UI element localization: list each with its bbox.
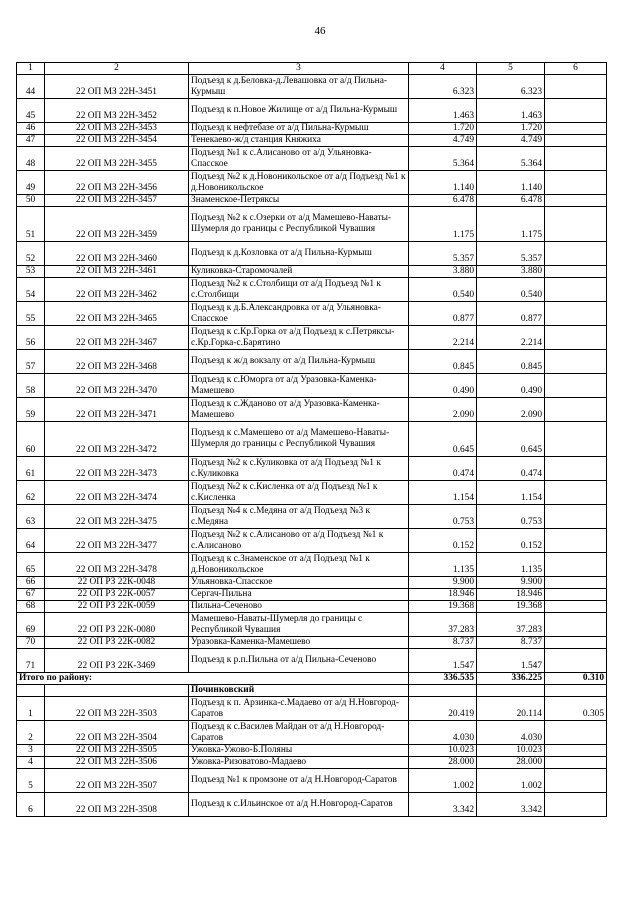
length-total: 0.490 bbox=[409, 374, 477, 398]
road-code: 22 ОП МЗ 22Н-3473 bbox=[45, 457, 189, 481]
length-col5: 1.547 bbox=[477, 649, 545, 673]
length-col5: 5.357 bbox=[477, 242, 545, 266]
road-name: Подъезд к р.п.Пильна от а/д Пильна-Сеченово bbox=[189, 649, 409, 673]
length-total: 0.474 bbox=[409, 457, 477, 481]
row-number: 68 bbox=[17, 601, 45, 613]
table-row bbox=[17, 350, 607, 374]
road-code: 22 ОП МЗ 22Н-3475 bbox=[45, 505, 189, 529]
length-col6 bbox=[545, 242, 607, 266]
road-code: 22 ОП МЗ 22Н-3472 bbox=[45, 422, 189, 457]
table-row bbox=[17, 529, 607, 553]
road-name: Подъезд №2 к с.Куликовка от а/д Подъезд №1 к с.Куликовка bbox=[189, 457, 409, 481]
road-name: Подъезд №1 к промзоне от а/д Н.Новгород-Саратов bbox=[189, 769, 409, 793]
table-row bbox=[17, 242, 607, 266]
length-total: 8.737 bbox=[409, 637, 477, 649]
road-name: Подъезд №1 к с.Алисаново от а/д Ульяновка-Спасское bbox=[189, 147, 409, 171]
road-name: Тенекаево-ж/д станция Княжиха bbox=[189, 135, 409, 147]
length-col5: 1.154 bbox=[477, 481, 545, 505]
road-code: 22 ОП РЗ 22К-0057 bbox=[45, 589, 189, 601]
road-code: 22 ОП МЗ 22Н-3478 bbox=[45, 553, 189, 577]
empty-cell bbox=[545, 685, 607, 697]
road-name: Ужовка-Ризоватово-Мадаево bbox=[189, 757, 409, 769]
length-col6 bbox=[545, 613, 607, 637]
road-code: 22 ОП РЗ 22К-0059 bbox=[45, 601, 189, 613]
road-code: 22 ОП МЗ 22Н-3477 bbox=[45, 529, 189, 553]
road-code: 22 ОП РЗ 22К-3469 bbox=[45, 649, 189, 673]
header-cell: 5 bbox=[477, 63, 545, 75]
length-col5: 4.749 bbox=[477, 135, 545, 147]
length-col6 bbox=[545, 207, 607, 242]
road-name: Ужовка-Ужово-Б.Поляны bbox=[189, 745, 409, 757]
road-name: Подъезд к нефтебазе от а/д Пильна-Курмыш bbox=[189, 123, 409, 135]
length-col6 bbox=[545, 769, 607, 793]
table-row bbox=[17, 99, 607, 123]
road-name: Подъезд к п.Новое Жилище от а/д Пильна-Курмыш bbox=[189, 99, 409, 123]
length-total: 1.720 bbox=[409, 123, 477, 135]
length-total: 2.214 bbox=[409, 326, 477, 350]
road-name: Сергач-Пильна bbox=[189, 589, 409, 601]
length-col5: 1.002 bbox=[477, 769, 545, 793]
empty-cell bbox=[45, 685, 189, 697]
length-total: 1.135 bbox=[409, 553, 477, 577]
total-label: Итого по району: bbox=[17, 673, 409, 685]
table-row bbox=[17, 457, 607, 481]
table-row bbox=[17, 195, 607, 207]
road-name: Подъезд к с.Знаменское от а/д Подъезд №1 к д.Новоникольское bbox=[189, 553, 409, 577]
length-col5: 0.152 bbox=[477, 529, 545, 553]
length-col6 bbox=[545, 147, 607, 171]
length-col5: 0.845 bbox=[477, 350, 545, 374]
road-code: 22 ОП МЗ 22Н-3455 bbox=[45, 147, 189, 171]
table-row bbox=[17, 147, 607, 171]
road-code: 22 ОП МЗ 22Н-3460 bbox=[45, 242, 189, 266]
table-row bbox=[17, 721, 607, 745]
length-col5: 0.877 bbox=[477, 302, 545, 326]
table-row bbox=[17, 135, 607, 147]
row-number: 49 bbox=[17, 171, 45, 195]
length-col5: 4.030 bbox=[477, 721, 545, 745]
road-code: 22 ОП МЗ 22Н-3471 bbox=[45, 398, 189, 422]
table-row bbox=[17, 302, 607, 326]
length-col5: 2.090 bbox=[477, 398, 545, 422]
district-row bbox=[17, 685, 607, 697]
length-col6 bbox=[545, 505, 607, 529]
row-number: 1 bbox=[17, 697, 45, 721]
row-number: 59 bbox=[17, 398, 45, 422]
length-col6 bbox=[545, 793, 607, 817]
length-total: 1.175 bbox=[409, 207, 477, 242]
road-name: Подъезд к д.Козловка от а/д Пильна-Курмыш bbox=[189, 242, 409, 266]
length-total: 1.547 bbox=[409, 649, 477, 673]
length-col5: 0.474 bbox=[477, 457, 545, 481]
road-code: 22 ОП МЗ 22Н-3508 bbox=[45, 793, 189, 817]
row-number: 50 bbox=[17, 195, 45, 207]
road-name: Уразовка-Каменка-Мамешево bbox=[189, 637, 409, 649]
header-cell: 6 bbox=[545, 63, 607, 75]
table-row bbox=[17, 577, 607, 589]
total-col6: 0.310 bbox=[545, 673, 607, 685]
roads-table bbox=[16, 62, 607, 817]
total-row bbox=[17, 673, 607, 685]
row-number: 47 bbox=[17, 135, 45, 147]
length-col6 bbox=[545, 195, 607, 207]
length-total: 1.002 bbox=[409, 769, 477, 793]
road-name: Подъезд к с.Юморга от а/д Уразовка-Каменка-Мамешево bbox=[189, 374, 409, 398]
length-total: 0.845 bbox=[409, 350, 477, 374]
length-total: 19.368 bbox=[409, 601, 477, 613]
table-row bbox=[17, 278, 607, 302]
table-row bbox=[17, 697, 607, 721]
road-name: Ульяновка-Спасское bbox=[189, 577, 409, 589]
table-row bbox=[17, 613, 607, 637]
road-code: 22 ОП МЗ 22Н-3507 bbox=[45, 769, 189, 793]
road-name: Куликовка-Старомочалей bbox=[189, 266, 409, 278]
road-code: 22 ОП МЗ 22Н-3467 bbox=[45, 326, 189, 350]
row-number: 46 bbox=[17, 123, 45, 135]
table-row bbox=[17, 745, 607, 757]
row-number: 69 bbox=[17, 613, 45, 637]
length-col5: 1.720 bbox=[477, 123, 545, 135]
length-total: 4.749 bbox=[409, 135, 477, 147]
table-row bbox=[17, 589, 607, 601]
length-col6 bbox=[545, 398, 607, 422]
length-total: 9.900 bbox=[409, 577, 477, 589]
length-col5: 0.490 bbox=[477, 374, 545, 398]
road-code: 22 ОП МЗ 22Н-3465 bbox=[45, 302, 189, 326]
length-col6 bbox=[545, 135, 607, 147]
length-total: 3.880 bbox=[409, 266, 477, 278]
length-col6 bbox=[545, 757, 607, 769]
road-code: 22 ОП МЗ 22Н-3454 bbox=[45, 135, 189, 147]
table-row bbox=[17, 505, 607, 529]
total-col4: 336.535 bbox=[409, 673, 477, 685]
row-number: 3 bbox=[17, 745, 45, 757]
length-col5: 28.000 bbox=[477, 757, 545, 769]
length-col5: 0.645 bbox=[477, 422, 545, 457]
road-name: Знаменское-Петряксы bbox=[189, 195, 409, 207]
length-total: 1.463 bbox=[409, 99, 477, 123]
length-col5: 9.900 bbox=[477, 577, 545, 589]
row-number: 62 bbox=[17, 481, 45, 505]
road-code: 22 ОП МЗ 22Н-3461 bbox=[45, 266, 189, 278]
road-name: Подъезд №2 к с.Озерки от а/д Мамешево-Наваты-Шумерля до границы с Республикой Чувашия bbox=[189, 207, 409, 242]
road-name: Подъезд к с.Василев Майдан от а/д Н.Новгород-Саратов bbox=[189, 721, 409, 745]
length-col6 bbox=[545, 326, 607, 350]
road-code: 22 ОП МЗ 22Н-3451 bbox=[45, 75, 189, 99]
road-code: 22 ОП МЗ 22Н-3503 bbox=[45, 697, 189, 721]
table-row bbox=[17, 553, 607, 577]
empty-cell bbox=[477, 685, 545, 697]
table-row bbox=[17, 422, 607, 457]
header-row bbox=[17, 63, 607, 75]
length-col6 bbox=[545, 601, 607, 613]
length-total: 1.154 bbox=[409, 481, 477, 505]
length-col5: 10.023 bbox=[477, 745, 545, 757]
total-col5: 336.225 bbox=[477, 673, 545, 685]
row-number: 57 bbox=[17, 350, 45, 374]
length-col6 bbox=[545, 649, 607, 673]
length-col5: 37.283 bbox=[477, 613, 545, 637]
road-name: Подъезд к с.Ильинское от а/д Н.Новгород-Саратов bbox=[189, 793, 409, 817]
length-total: 0.753 bbox=[409, 505, 477, 529]
length-col6 bbox=[545, 529, 607, 553]
length-col5: 1.140 bbox=[477, 171, 545, 195]
length-total: 4.030 bbox=[409, 721, 477, 745]
length-total: 0.152 bbox=[409, 529, 477, 553]
length-total: 6.323 bbox=[409, 75, 477, 99]
length-total: 0.645 bbox=[409, 422, 477, 457]
length-col5: 1.135 bbox=[477, 553, 545, 577]
length-total: 20.419 bbox=[409, 697, 477, 721]
empty-cell bbox=[17, 685, 45, 697]
length-total: 0.540 bbox=[409, 278, 477, 302]
road-code: 22 ОП МЗ 22Н-3474 bbox=[45, 481, 189, 505]
length-col6 bbox=[545, 553, 607, 577]
row-number: 60 bbox=[17, 422, 45, 457]
length-col6 bbox=[545, 422, 607, 457]
road-name: Подъезд №4 к с.Медяна от а/д Подъезд №3 к с.Медяна bbox=[189, 505, 409, 529]
row-number: 66 bbox=[17, 577, 45, 589]
road-code: 22 ОП РЗ 22К-0080 bbox=[45, 613, 189, 637]
length-col5: 18.946 bbox=[477, 589, 545, 601]
header-cell: 3 bbox=[189, 63, 409, 75]
road-name: Подъезд к с.Мамешево от а/д Мамешево-Наваты-Шумерля до границы с Республикой Чувашия bbox=[189, 422, 409, 457]
road-code: 22 ОП РЗ 22К-0082 bbox=[45, 637, 189, 649]
length-total: 28.000 bbox=[409, 757, 477, 769]
road-name: Подъезд №2 к с.Алисаново от а/д Подъезд №1 к с.Алисаново bbox=[189, 529, 409, 553]
length-total: 5.357 bbox=[409, 242, 477, 266]
row-number: 52 bbox=[17, 242, 45, 266]
road-code: 22 ОП МЗ 22Н-3470 bbox=[45, 374, 189, 398]
length-col6 bbox=[545, 350, 607, 374]
length-col5: 3.880 bbox=[477, 266, 545, 278]
row-number: 70 bbox=[17, 637, 45, 649]
road-code: 22 ОП МЗ 22Н-3459 bbox=[45, 207, 189, 242]
table-row bbox=[17, 649, 607, 673]
length-col6 bbox=[545, 577, 607, 589]
road-code: 22 ОП МЗ 22Н-3506 bbox=[45, 757, 189, 769]
road-name: Подъезд к ж/д вокзалу от а/д Пильна-Курмыш bbox=[189, 350, 409, 374]
header-cell: 4 bbox=[409, 63, 477, 75]
length-col5: 0.753 bbox=[477, 505, 545, 529]
table-row bbox=[17, 481, 607, 505]
road-code: 22 ОП МЗ 22Н-3453 bbox=[45, 123, 189, 135]
road-code: 22 ОП МЗ 22Н-3452 bbox=[45, 99, 189, 123]
length-col6 bbox=[545, 481, 607, 505]
row-number: 61 bbox=[17, 457, 45, 481]
row-number: 5 bbox=[17, 769, 45, 793]
length-col6 bbox=[545, 123, 607, 135]
header-cell: 1 bbox=[17, 63, 45, 75]
length-col6 bbox=[545, 457, 607, 481]
table-row bbox=[17, 398, 607, 422]
table-row bbox=[17, 326, 607, 350]
row-number: 58 bbox=[17, 374, 45, 398]
page-number: 46 bbox=[314, 25, 326, 37]
row-number: 45 bbox=[17, 99, 45, 123]
length-col6 bbox=[545, 374, 607, 398]
table-row bbox=[17, 793, 607, 817]
empty-cell bbox=[409, 685, 477, 697]
table-row bbox=[17, 637, 607, 649]
road-name: Подъезд №2 к с.Кисленка от а/д Подъезд №1 к с.Кисленка bbox=[189, 481, 409, 505]
row-number: 2 bbox=[17, 721, 45, 745]
length-col5: 6.323 bbox=[477, 75, 545, 99]
row-number: 44 bbox=[17, 75, 45, 99]
road-code: 22 ОП МЗ 22Н-3462 bbox=[45, 278, 189, 302]
length-total: 0.877 bbox=[409, 302, 477, 326]
length-col6 bbox=[545, 721, 607, 745]
length-total: 6.478 bbox=[409, 195, 477, 207]
table-row bbox=[17, 266, 607, 278]
row-number: 65 bbox=[17, 553, 45, 577]
road-code: 22 ОП МЗ 22Н-3468 bbox=[45, 350, 189, 374]
length-col5: 5.364 bbox=[477, 147, 545, 171]
row-number: 48 bbox=[17, 147, 45, 171]
road-name: Пильна-Сеченово bbox=[189, 601, 409, 613]
length-col6 bbox=[545, 302, 607, 326]
district-name: Починковский bbox=[189, 685, 409, 697]
length-col5: 1.175 bbox=[477, 207, 545, 242]
row-number: 56 bbox=[17, 326, 45, 350]
road-code: 22 ОП МЗ 22Н-3504 bbox=[45, 721, 189, 745]
row-number: 6 bbox=[17, 793, 45, 817]
row-number: 67 bbox=[17, 589, 45, 601]
row-number: 54 bbox=[17, 278, 45, 302]
road-name: Подъезд к с.Жданово от а/д Уразовка-Каменка-Мамешево bbox=[189, 398, 409, 422]
table-row bbox=[17, 75, 607, 99]
header-cell: 2 bbox=[45, 63, 189, 75]
road-name: Подъезд №2 к д.Новоникольское от а/д Подъезд №1 к д.Новоникольское bbox=[189, 171, 409, 195]
table-row bbox=[17, 123, 607, 135]
table-row bbox=[17, 601, 607, 613]
table-row bbox=[17, 171, 607, 195]
road-code: 22 ОП РЗ 22К-0048 bbox=[45, 577, 189, 589]
length-total: 5.364 bbox=[409, 147, 477, 171]
length-col6 bbox=[545, 745, 607, 757]
road-code: 22 ОП МЗ 22Н-3457 bbox=[45, 195, 189, 207]
length-total: 18.946 bbox=[409, 589, 477, 601]
length-total: 2.090 bbox=[409, 398, 477, 422]
length-col6 bbox=[545, 637, 607, 649]
table-row bbox=[17, 757, 607, 769]
length-col5: 6.478 bbox=[477, 195, 545, 207]
length-col6 bbox=[545, 75, 607, 99]
length-col6 bbox=[545, 99, 607, 123]
length-col6 bbox=[545, 266, 607, 278]
length-col5: 1.463 bbox=[477, 99, 545, 123]
row-number: 4 bbox=[17, 757, 45, 769]
length-col6 bbox=[545, 278, 607, 302]
table-row bbox=[17, 769, 607, 793]
road-name: Подъезд №2 к с.Столбищи от а/д Подъезд №1 к с.Столбищи bbox=[189, 278, 409, 302]
length-col6: 0.305 bbox=[545, 697, 607, 721]
length-col6 bbox=[545, 589, 607, 601]
length-col5: 3.342 bbox=[477, 793, 545, 817]
row-number: 63 bbox=[17, 505, 45, 529]
length-total: 37.283 bbox=[409, 613, 477, 637]
row-number: 55 bbox=[17, 302, 45, 326]
row-number: 64 bbox=[17, 529, 45, 553]
road-code: 22 ОП МЗ 22Н-3456 bbox=[45, 171, 189, 195]
length-total: 10.023 bbox=[409, 745, 477, 757]
length-col5: 2.214 bbox=[477, 326, 545, 350]
length-col5: 19.368 bbox=[477, 601, 545, 613]
length-col5: 8.737 bbox=[477, 637, 545, 649]
road-name: Подъезд к п. Арзинка-с.Мадаево от а/д Н.Новгород-Саратов bbox=[189, 697, 409, 721]
road-name: Подъезд к д.Беловка-д.Левашовка от а/д Пильна-Курмыш bbox=[189, 75, 409, 99]
road-name: Подъезд к с.Кр.Горка от а/д Подъезд к с.Петряксы-с.Кр.Горка-с.Барятино bbox=[189, 326, 409, 350]
road-name: Мамешево-Наваты-Шумерля до границы с Республикой Чувашия bbox=[189, 613, 409, 637]
row-number: 51 bbox=[17, 207, 45, 242]
length-col5: 20.114 bbox=[477, 697, 545, 721]
length-col6 bbox=[545, 171, 607, 195]
length-total: 3.342 bbox=[409, 793, 477, 817]
table-row bbox=[17, 374, 607, 398]
length-col5: 0.540 bbox=[477, 278, 545, 302]
road-name: Подъезд к д.Б.Александровка от а/д Ульяновка-Спасское bbox=[189, 302, 409, 326]
length-total: 1.140 bbox=[409, 171, 477, 195]
row-number: 71 bbox=[17, 649, 45, 673]
row-number: 53 bbox=[17, 266, 45, 278]
road-code: 22 ОП МЗ 22Н-3505 bbox=[45, 745, 189, 757]
table-row bbox=[17, 207, 607, 242]
